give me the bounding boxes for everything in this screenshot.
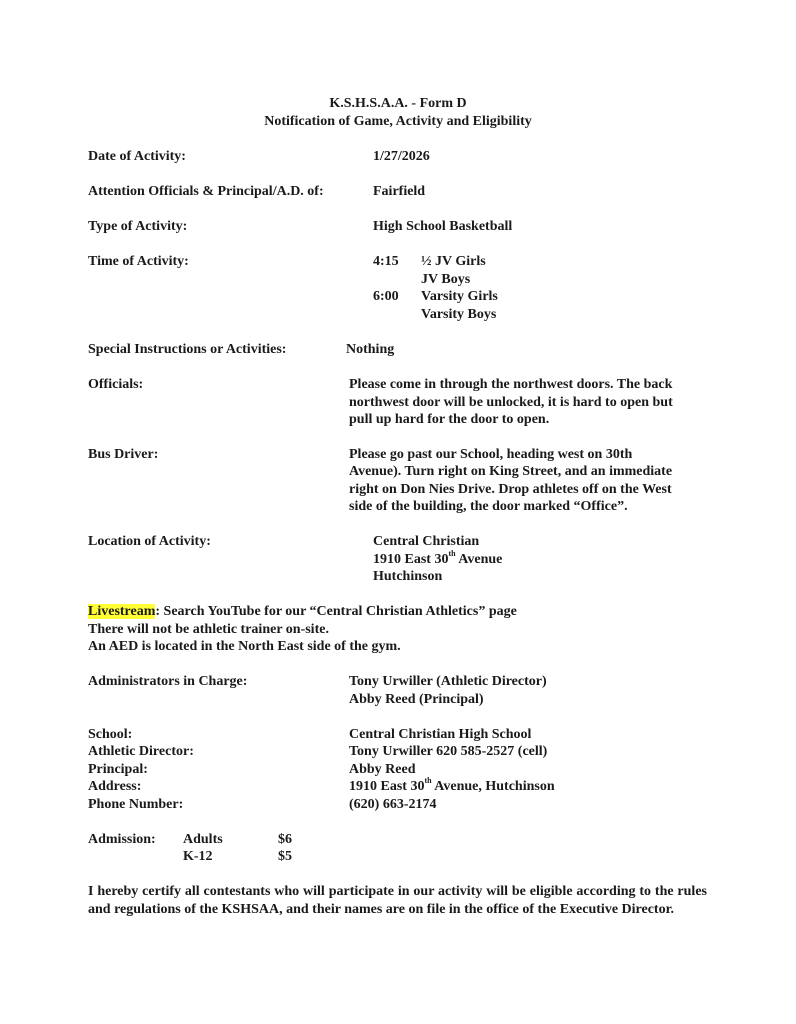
time-event: JV Boys bbox=[421, 272, 471, 287]
principal-label: Principal: bbox=[88, 762, 148, 777]
time-event: Varsity Boys bbox=[421, 307, 497, 322]
ad-value: Tony Urwiller 620 585-2527 (cell) bbox=[349, 744, 548, 759]
aed-note: An AED is located in the North East side of the gym. bbox=[88, 639, 401, 654]
livestream-highlight: Livestream bbox=[88, 604, 156, 619]
time-slot-1: 4:15 bbox=[373, 254, 399, 269]
admin-name: Abby Reed (Principal) bbox=[349, 692, 484, 707]
admission-category: Adults bbox=[183, 832, 223, 847]
certification-text: I hereby certify all contestants who will participate in our activity will be eligible according to the rules and regulations of the KSHSAA, and their names are on file in the office of the Executive Director. bbox=[88, 884, 707, 917]
attention-label: Attention Officials & Principal/A.D. of: bbox=[88, 184, 324, 199]
bus-line: Please go past our School, heading west on 30th bbox=[349, 447, 633, 462]
admission-category: K-12 bbox=[183, 849, 213, 864]
ad-label: Athletic Director: bbox=[88, 744, 194, 759]
bus-label: Bus Driver: bbox=[88, 447, 159, 462]
officials-line: pull up hard for the door to open. bbox=[349, 412, 550, 427]
type-label: Type of Activity: bbox=[88, 219, 188, 234]
date-value: 1/27/2026 bbox=[373, 149, 430, 164]
phone-label: Phone Number: bbox=[88, 797, 184, 812]
time-event: Varsity Girls bbox=[421, 289, 498, 304]
attention-value: Fairfield bbox=[373, 184, 426, 199]
time-event: ½ JV Girls bbox=[421, 254, 486, 269]
form-subtitle: Notification of Game, Activity and Eligibility bbox=[264, 114, 532, 129]
bus-line: Avenue). Turn right on King Street, and an immediate bbox=[349, 464, 673, 479]
form-title: K.S.H.S.A.A. - Form D bbox=[329, 96, 467, 111]
bus-line: right on Don Nies Drive. Drop athletes off on the West bbox=[349, 482, 672, 497]
school-value: Central Christian High School bbox=[349, 727, 532, 742]
admission-price: $6 bbox=[278, 832, 292, 847]
special-label: Special Instructions or Activities: bbox=[88, 342, 287, 357]
type-value: High School Basketball bbox=[373, 219, 513, 234]
admission-price: $5 bbox=[278, 849, 292, 864]
officials-label: Officials: bbox=[88, 377, 144, 392]
bus-line: side of the building, the door marked “Office”. bbox=[349, 499, 628, 514]
livestream-note: Livestream: Search YouTube for our “Central Christian Athletics” page bbox=[88, 604, 517, 619]
date-label: Date of Activity: bbox=[88, 149, 186, 164]
school-label: School: bbox=[88, 727, 133, 742]
special-value: Nothing bbox=[346, 342, 395, 357]
time-label: Time of Activity: bbox=[88, 254, 189, 269]
officials-line: Please come in through the northwest doors. The back bbox=[349, 377, 673, 392]
principal-value: Abby Reed bbox=[349, 762, 416, 777]
location-name: Central Christian bbox=[373, 534, 480, 549]
admin-name: Tony Urwiller (Athletic Director) bbox=[349, 674, 547, 689]
location-label: Location of Activity: bbox=[88, 534, 211, 549]
admission-label: Admission: bbox=[88, 832, 156, 847]
address-value: 1910 East 30th Avenue, Hutchinson bbox=[349, 776, 555, 794]
officials-line: northwest door will be unlocked, it is hard to open but bbox=[349, 395, 673, 410]
phone-value: (620) 663-2174 bbox=[349, 797, 437, 812]
admins-label: Administrators in Charge: bbox=[88, 674, 248, 689]
location-city: Hutchinson bbox=[373, 569, 443, 584]
trainer-note: There will not be athletic trainer on-site. bbox=[88, 622, 329, 637]
address-label: Address: bbox=[88, 779, 142, 794]
time-slot-2: 6:00 bbox=[373, 289, 399, 304]
location-street: 1910 East 30th Avenue bbox=[373, 549, 503, 567]
